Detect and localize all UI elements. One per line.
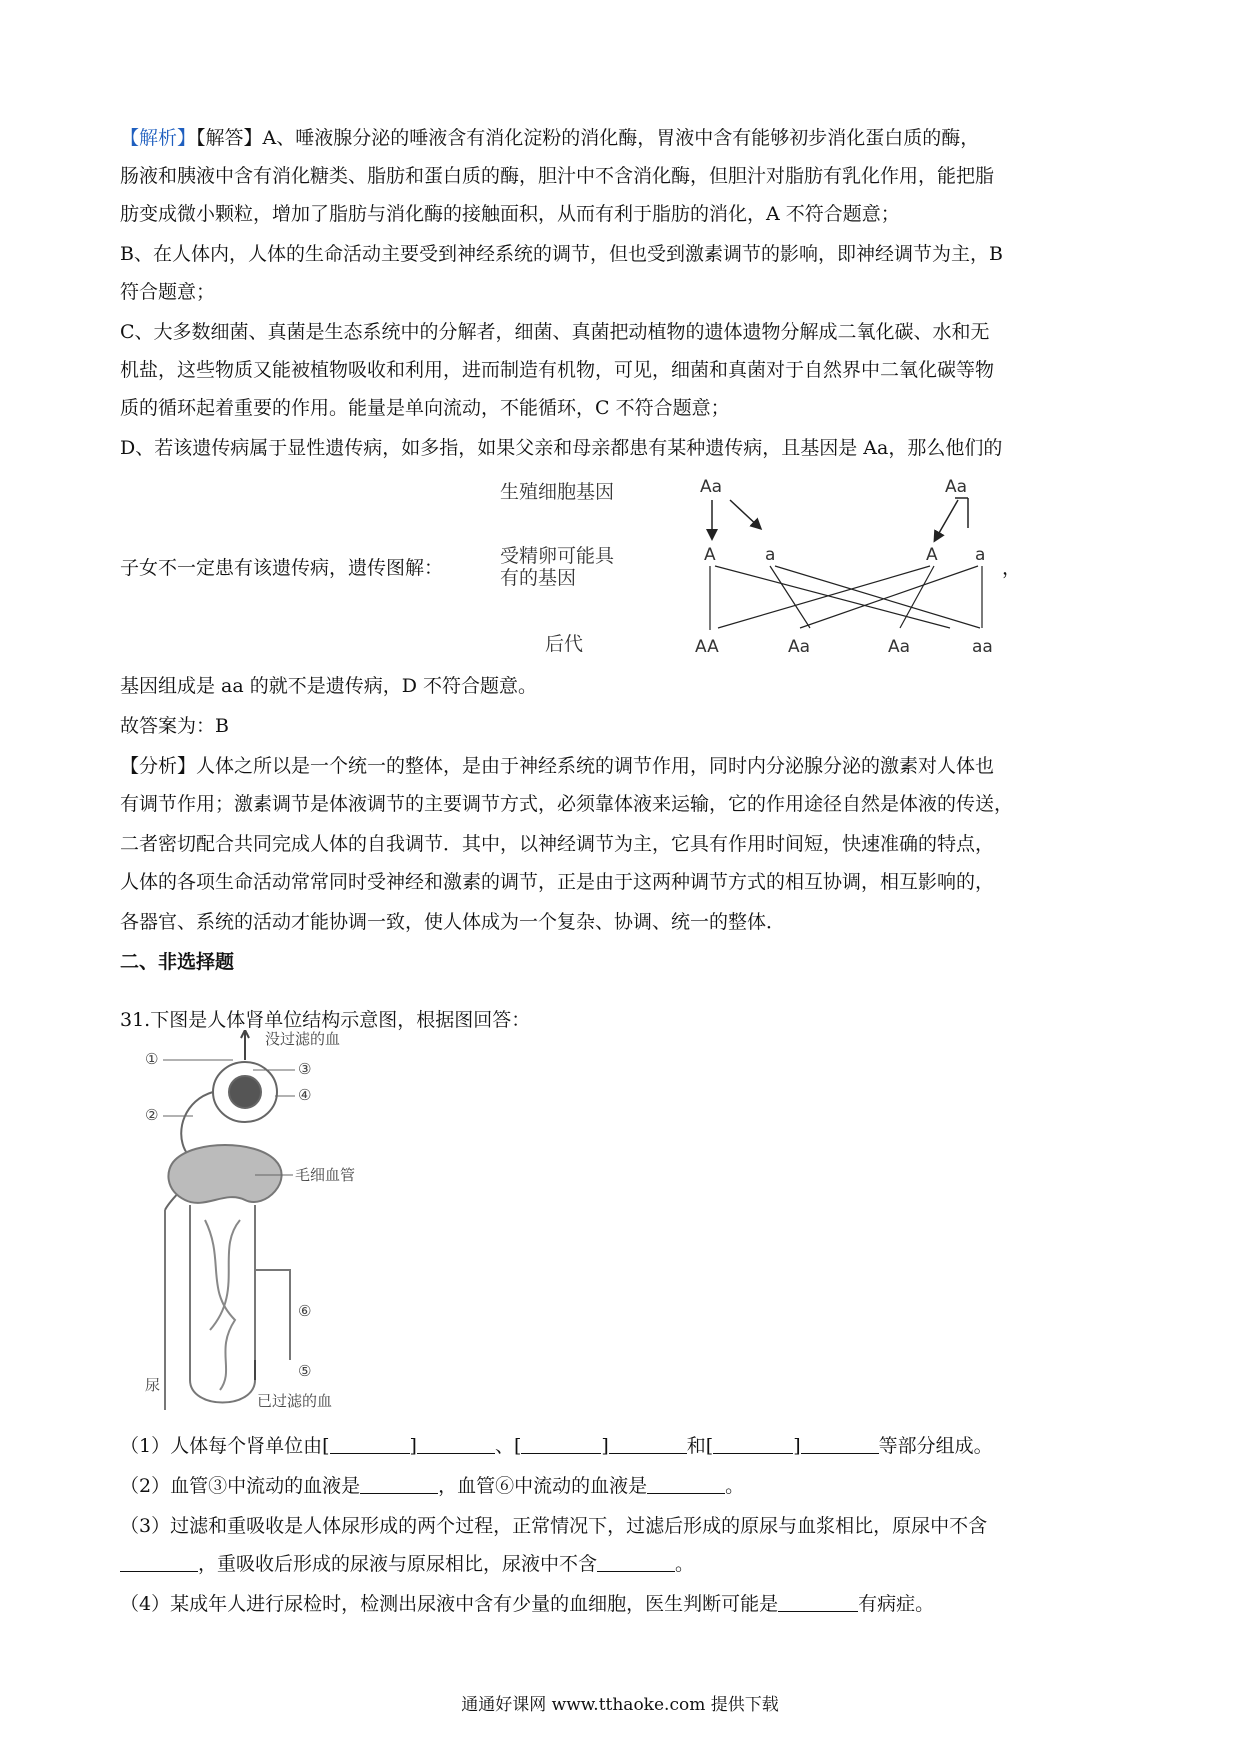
analysis-d-line2-end: ，: [1002, 557, 1022, 579]
analysis-d-line3: 基因组成是 aa 的就不是遗传病，D 不符合题意。: [120, 675, 538, 697]
fenxi-line1: 【分析】人体之所以是一个统一的整体，是由于神经系统的调节作用，同时内分泌腺分泌的激素对人体也: [120, 755, 995, 777]
fenxi-line3: 二者密切配合共同完成人体的自我调节．其中，以神经调节为主，它具有作用时间短，快速准确的特点，: [120, 833, 995, 855]
zygote-row-label-1: 受精卵可能具: [500, 545, 615, 567]
q2-prefix: （2）血管③中流动的血液是: [120, 1475, 361, 1497]
fenxi-line4: 人体的各项生命活动常常同时受神经和激素的调节，正是由于这两种调节方式的相互协调，相互影响的，: [120, 871, 995, 893]
q1-sep: ]: [409, 1435, 417, 1457]
fenxi-line2: 有调节作用；激素调节是体液调节的主要调节方式，必须靠体液来运输，它的作用途径自然是体液的传送，: [120, 793, 1014, 815]
marker-1: ①: [145, 1050, 159, 1068]
q3-mid: ，重吸收后形成的尿液与原尿相比，尿液中不含: [198, 1553, 598, 1575]
q1-prefix: （1）人体每个肾单位由[: [120, 1435, 330, 1457]
arrow-p2-A: [935, 500, 958, 540]
offspring-Aa-2: Aa: [888, 637, 911, 657]
fenxi-line5: 各器官、系统的活动才能协调一致，使人体成为一个复杂、协调、统一的整体．: [120, 911, 786, 933]
arrow-p1-a: [730, 500, 760, 528]
analysis-c-line1: C、大多数细菌、真菌是生态系统中的分解者，细菌、真菌把动植物的遗体遗物分解成二氧化碳、水和无: [120, 321, 990, 343]
analysis-a-line2: 肠液和胰液中含有消化糖类、脂肪和蛋白质的酶，胆汁中不含消化酶，但胆汁对脂肪有乳化作用，能把脂: [120, 165, 995, 187]
analysis-a-line1: [120, 124, 979, 152]
question-31-stem: 31.下图是人体肾单位结构示意图，根据图回答：: [120, 1009, 531, 1031]
marker-2: ②: [145, 1106, 159, 1124]
cross-line: [775, 566, 980, 628]
q1-sep: 、[: [494, 1435, 522, 1457]
q2-mid: ，血管⑥中流动的血液是: [438, 1475, 648, 1497]
page-footer: 通通好课网 www.tthaoke.com 提供下载: [461, 1695, 779, 1715]
answer-line: 故答案为：B: [120, 715, 229, 737]
capillary-network: [168, 1145, 281, 1203]
q1-blank-3[interactable]: [521, 1433, 601, 1454]
question-3-line2: [120, 1550, 694, 1578]
gamete-a-1: a: [765, 545, 776, 565]
nephron-diagram: [145, 1030, 405, 1420]
analysis-c-line2: 机盐，这些物质又能被植物吸收和利用，进而制造有机物，可见，细菌和真菌对于自然界中二氧化碳等物: [120, 359, 995, 381]
q1-sep: ]: [793, 1435, 801, 1457]
jieda-tag: 【解答】: [196, 127, 263, 149]
analysis-c-line3: 质的循环起着重要的作用。能量是单向流动，不能循环，C 不符合题意；: [120, 397, 730, 419]
section-heading: 二、非选择题: [120, 951, 235, 973]
offspring-Aa-1: Aa: [788, 637, 811, 657]
parent-genotype-2: Aa: [945, 477, 968, 497]
jiexi-tag: 【解析】: [120, 127, 197, 149]
marker-4: ④: [298, 1086, 312, 1104]
capillary-vessel: [210, 1220, 240, 1330]
gamete-row-label: 生殖细胞基因: [500, 481, 615, 503]
q1-suffix: 等部分组成。: [878, 1435, 993, 1457]
question-3-line1: （3）过滤和重吸收是人体尿形成的两个过程，正常情况下，过滤后形成的原尿与血浆相比，原尿中不含: [120, 1515, 988, 1537]
parent-genotype-1: Aa: [700, 477, 723, 497]
gamete-A-1: A: [704, 545, 716, 565]
q3-blank-2[interactable]: [597, 1551, 675, 1572]
offspring-row-label: 后代: [545, 633, 584, 655]
q2-blank-1[interactable]: [360, 1473, 438, 1494]
label-filtered-blood: 已过滤的血: [257, 1392, 333, 1410]
offspring-AA: AA: [695, 637, 719, 657]
q1-sep: 和[: [686, 1435, 714, 1457]
q1-sep: ]: [601, 1435, 609, 1457]
q1-blank-2[interactable]: [417, 1433, 495, 1454]
offspring-aa: aa: [972, 637, 993, 657]
q2-suffix: 。: [725, 1475, 745, 1497]
q3-blank-1[interactable]: [120, 1551, 198, 1572]
renal-vein: [255, 1270, 290, 1360]
gamete-A-2: A: [926, 545, 938, 565]
marker-3: ③: [298, 1060, 312, 1078]
question-2: [120, 1472, 744, 1500]
q1-blank-4[interactable]: [609, 1433, 687, 1454]
question-4: [120, 1590, 934, 1618]
analysis-b-line1: B、在人体内，人体的生命活动主要受到神经系统的调节，但也受到激素调节的影响，即神经调节为主，B: [120, 243, 1003, 265]
label-urine: 尿: [145, 1376, 161, 1394]
q1-blank-1[interactable]: [330, 1433, 410, 1454]
genetic-cross-diagram: [490, 470, 1030, 670]
zygote-row-label-2: 有的基因: [500, 567, 577, 589]
q4-prefix: （4）某成年人进行尿检时，检测出尿液中含有少量的血细胞，医生判断可能是: [120, 1593, 779, 1615]
glomerulus: [229, 1076, 261, 1108]
marker-5: ⑤: [298, 1362, 312, 1380]
q2-blank-2[interactable]: [647, 1473, 725, 1494]
analysis-d-line1: D、若该遗传病属于显性遗传病，如多指，如果父亲和母亲都患有某种遗传病，且基因是 Aa，那么他们的: [120, 437, 1003, 459]
q3-suffix: 。: [675, 1553, 695, 1575]
q1-blank-5[interactable]: [713, 1433, 793, 1454]
analysis-a-line3: 肪变成微小颗粒，增加了脂肪与消化酶的接触面积，从而有利于脂肪的消化，A 不符合题意；: [120, 203, 900, 225]
analysis-d-line2: 子女不一定患有该遗传病，遗传图解：: [120, 557, 444, 579]
gamete-a-2: a: [975, 545, 986, 565]
label-capillary: 毛细血管: [295, 1166, 356, 1184]
q4-blank[interactable]: [778, 1591, 858, 1612]
a-line1-text: A、唾液腺分泌的唾液含有消化淀粉的消化酶，胃液中含有能够初步消化蛋白质的酶，: [262, 127, 980, 149]
q1-blank-6[interactable]: [801, 1433, 879, 1454]
question-1: [120, 1432, 993, 1460]
analysis-b-line2: 符合题意；: [120, 281, 216, 303]
q4-suffix: 有病症。: [858, 1593, 935, 1615]
label-unfiltered-blood: 没过滤的血: [265, 1030, 341, 1048]
marker-6: ⑥: [298, 1302, 312, 1320]
